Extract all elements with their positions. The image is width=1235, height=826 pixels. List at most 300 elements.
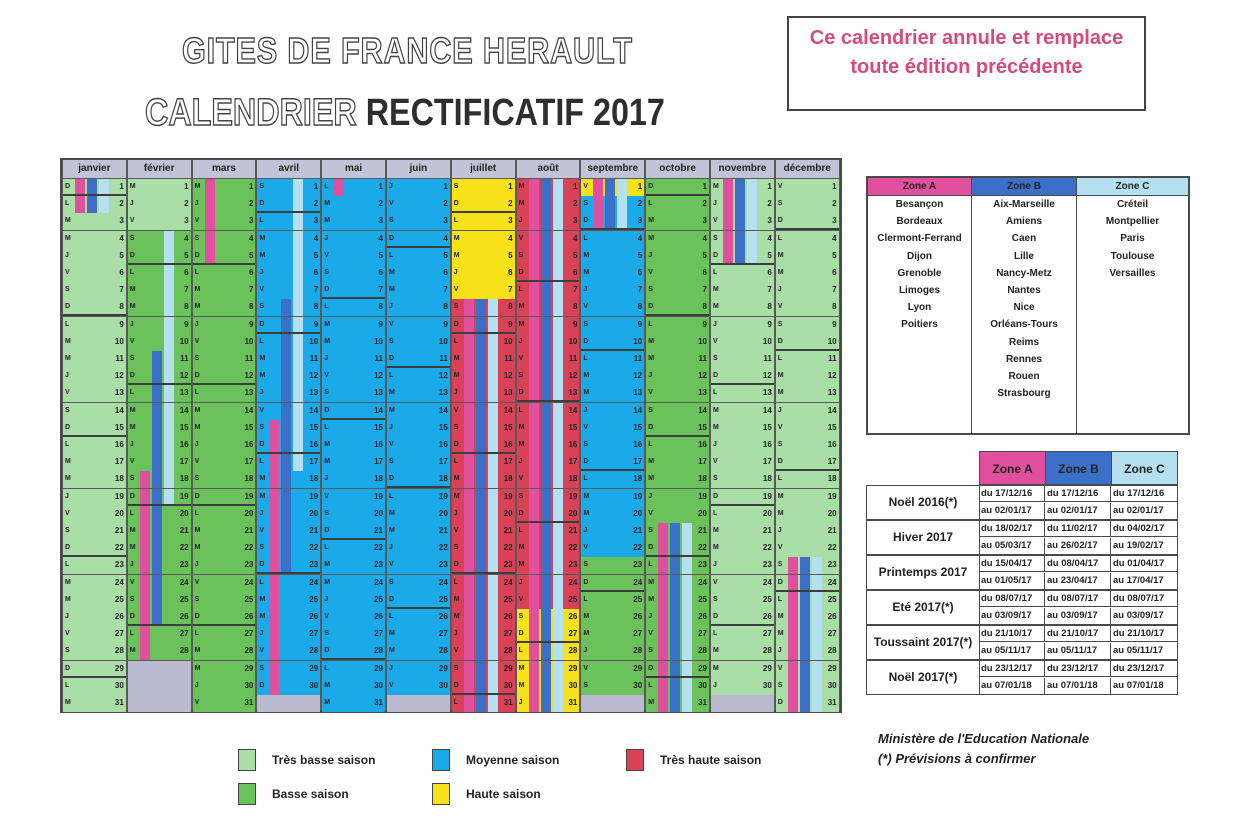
day-cell [646,420,709,437]
day-letter: L [194,630,199,638]
day-number: 3 [508,216,513,226]
day-cell [776,437,839,454]
day-cell [322,506,385,523]
subtitle-bold-text: RECTIFICATIF 2017 [365,92,665,134]
day-letter: L [65,561,70,569]
zone-a-stripe [464,489,474,506]
zone-c-stripe [553,299,563,316]
zone-b-stripe [670,540,680,557]
day-number: 18 [503,474,513,484]
day-cell [322,265,385,282]
day-cell [128,557,191,574]
day-number: 5 [248,250,254,260]
day-letter: S [259,664,265,672]
zone-c-stripe [553,678,563,695]
day-number: 5 [702,250,707,260]
zone-city: Amiens [1005,216,1043,228]
day-cell [517,385,580,402]
day-letter: L [777,234,783,242]
day-letter: L [518,286,523,294]
day-letter: S [713,595,718,603]
day-number: 9 [184,319,189,329]
day-letter: L [194,509,199,517]
day-cell [193,489,256,506]
zone-b-stripe [152,540,162,557]
zone-c-stripe [553,351,563,368]
zone-b-stripe [670,523,680,540]
day-cell [128,351,191,368]
day-letter: D [713,251,719,259]
day-cell [257,471,320,488]
day-number: 19 [179,491,189,501]
zone-b-stripe [541,231,551,248]
day-letter: J [129,441,134,448]
day-number: 12 [114,371,124,381]
day-cell [257,523,320,540]
holiday-date: du 21/10/17 [1045,626,1111,642]
day-number: 25 [698,594,707,604]
zone-a-stripe [788,609,798,626]
day-letter: M [194,527,201,534]
day-cell [322,368,385,385]
holiday-row [866,625,1178,660]
day-letter: M [453,613,460,620]
day-number: 26 [244,612,254,621]
day-letter: S [777,441,783,448]
day-cell [646,523,709,540]
zone-city: Orléans-Tours [990,319,1058,331]
day-number: 4 [508,233,513,243]
day-letter: M [777,492,784,500]
day-number: 6 [832,268,837,277]
day-number: 8 [637,302,643,312]
day-number: 20 [114,508,124,518]
day-cell [646,403,709,420]
holiday-date: du 21/10/17 [979,626,1045,642]
day-cell [452,213,515,230]
day-number: 29 [244,663,254,673]
day-letter: V [65,269,70,276]
zone-b-stripe [281,334,291,351]
day-letter: J [65,251,69,259]
day-number: 27 [827,629,837,639]
day-number: 7 [184,285,189,295]
day-cell [452,626,515,643]
day-cell [193,643,256,660]
day-number: 25 [762,594,772,604]
day-number: 24 [503,577,513,587]
day-number: 24 [438,577,448,587]
zone-c-stripe [747,213,757,230]
day-cell [387,385,450,402]
zone-a-stripe [529,248,539,265]
day-letter: M [65,475,71,483]
zone-a-stripe [529,592,539,609]
day-number: 16 [827,440,837,449]
day-number: 16 [633,440,643,449]
day-number: 28 [633,646,643,656]
day-letter: L [777,595,783,603]
holiday-date: au 03/09/17 [1045,608,1111,624]
day-letter: V [648,630,653,638]
day-number: 2 [702,199,707,209]
day-letter: S [518,372,524,380]
day-number: 23 [438,560,448,570]
day-number: 24 [309,577,319,587]
zone-b-stripe [281,523,291,540]
day-number: 11 [439,354,448,363]
day-number: 29 [633,663,643,673]
day-cell [193,248,256,265]
day-cell [517,368,580,385]
day-number: 4 [572,233,578,243]
zone-b-stripe [281,540,291,557]
holiday-date: au 02/01/17 [979,503,1045,519]
zone-b-stripe [541,575,551,592]
day-letter: D [194,492,200,500]
day-cell [517,196,580,213]
day-number: 24 [633,577,643,587]
day-number: 17 [114,457,124,467]
day-number: 19 [568,491,578,501]
day-number: 19 [827,491,837,501]
day-letter: M [713,406,719,414]
day-number: 16 [762,440,772,449]
zone-c-stripe [812,661,822,678]
day-cell [128,471,191,488]
day-number: 11 [504,354,513,363]
day-number: 2 [508,199,513,209]
zone-b-stripe [476,471,486,488]
day-cell [711,626,774,643]
day-letter: L [389,492,394,500]
day-letter: D [389,355,395,362]
day-letter: L [777,355,783,362]
holiday-date: du 08/07/17 [979,591,1045,607]
day-number: 9 [767,319,772,329]
day-number: 1 [767,182,772,191]
zone-a-stripe [593,213,603,230]
day-cell [517,678,580,695]
zone-c-stripe [682,661,692,678]
day-cell [257,231,320,248]
day-cell [387,282,450,299]
day-cell [322,213,385,230]
day-cell [517,420,580,437]
day-letter: L [713,509,718,517]
day-number: 23 [633,560,643,570]
zone-b-stripe [800,678,810,695]
holiday-date: au 19/02/17 [1113,539,1164,551]
day-letter: V [583,544,589,552]
day-cell [322,299,385,316]
day-number: 22 [179,543,189,553]
day-letter: V [583,423,589,431]
day-number: 25 [438,594,448,604]
zone-c-stripe [553,403,563,420]
day-number: 7 [378,285,383,295]
zone-b-stripe [541,695,551,712]
day-number: 27 [568,629,578,639]
day-cell [581,454,644,471]
day-letter: D [518,269,524,276]
zone-b-stripe [476,609,486,626]
day-cell [517,437,580,454]
zone-city: Dijon [907,250,932,262]
day-number: 29 [762,663,772,673]
day-number: 1 [119,182,124,191]
day-letter: M [194,544,201,552]
zone-city: Poitiers [901,319,938,331]
zone-city: Grenoble [897,267,942,279]
day-number: 19 [503,491,513,501]
day-letter: S [713,234,718,242]
zone-c-stripe [293,368,303,385]
day-number: 18 [179,474,189,484]
day-letter: D [259,320,265,328]
day-letter: V [777,423,783,431]
day-cell [63,368,126,385]
day-cell [193,265,256,282]
day-cell [581,213,644,230]
day-letter: M [777,269,784,276]
day-number: 31 [698,698,707,707]
day-letter: V [518,355,524,362]
day-letter: D [453,561,459,569]
day-letter: S [389,217,394,225]
day-number: 2 [119,199,124,209]
day-number: 6 [572,268,578,277]
day-number: 17 [698,457,707,467]
day-letter: M [518,544,525,552]
day-number: 16 [568,440,578,449]
zone-header: Zone A [868,178,971,196]
zone-a-stripe [269,626,279,643]
holiday-date: au 01/05/17 [979,573,1045,589]
day-letter: V [259,406,265,414]
zone-c-stripe [293,317,303,334]
day-number: 15 [244,422,254,432]
zone-c-stripe [553,420,563,437]
day-cell [63,523,126,540]
day-letter: D [259,441,265,448]
day-cell [257,506,320,523]
day-letter: D [194,372,200,380]
day-letter: M [583,251,590,259]
day-number: 23 [374,560,383,570]
zone-a-stripe [140,609,150,626]
day-cell [257,454,320,471]
day-number: 21 [374,526,383,535]
zone-c-stripe [553,179,563,196]
holiday-row [866,555,1178,590]
zone-a-stripe [658,557,668,574]
day-cell [776,282,839,299]
day-number: 28 [568,646,578,656]
day-cell [193,385,256,402]
zone-b-stripe [152,609,162,626]
day-letter: M [324,217,331,225]
zone-a-stripe [723,179,733,196]
day-number: 5 [572,250,578,260]
day-number: 3 [378,216,383,226]
day-number: 20 [698,508,707,518]
day-letter: J [518,578,523,586]
day-cell [128,592,191,609]
day-number: 27 [309,629,319,639]
day-letter: M [583,509,590,517]
day-number: 1 [184,182,189,191]
day-cell [322,661,385,678]
day-number: 19 [374,491,383,501]
zone-b-stripe [476,334,486,351]
day-cell [646,265,709,282]
holiday-zone-header: Zone A [979,451,1046,485]
day-number: 12 [438,371,448,381]
day-cell [776,506,839,523]
day-cell [193,471,256,488]
day-letter: M [194,423,201,431]
day-letter: S [194,234,200,242]
day-cell [517,609,580,626]
day-number: 6 [637,268,643,277]
day-cell [452,351,515,368]
day-letter: S [583,561,589,569]
day-number: 16 [309,440,319,449]
day-number: 3 [637,216,643,226]
day-cell [193,403,256,420]
day-letter: M [648,578,655,586]
day-number: 10 [114,336,124,346]
day-cell [517,454,580,471]
day-letter: V [389,200,394,208]
zone-b-stripe [541,420,551,437]
day-letter: V [777,303,783,311]
day-number: 7 [248,285,254,295]
day-number: 29 [309,663,319,673]
day-letter: M [65,337,71,345]
zone-c-stripe [164,368,174,385]
day-number: 15 [698,422,707,432]
zone-a-stripe [529,695,539,712]
day-cell [193,523,256,540]
day-letter: M [65,355,71,362]
zone-b-stripe [476,661,486,678]
zone-a-stripe [529,351,539,368]
day-letter: M [713,664,719,672]
month-header: décembre [776,160,839,178]
zone-c-stripe [293,196,303,213]
day-cell [257,557,320,574]
day-cell [646,695,709,712]
zone-c-stripe [488,592,498,609]
zone-b-stripe [281,454,291,471]
holiday-date: du 01/04/17 [1111,556,1177,572]
day-cell [776,643,839,660]
day-cell [322,592,385,609]
day-number: 13 [503,388,513,398]
day-letter: M [648,475,655,483]
day-letter: J [259,269,264,276]
day-cell [646,557,709,574]
zone-c-stripe [812,592,822,609]
zone-b-stripe [281,368,291,385]
day-cell [581,368,644,385]
zone-c-stripe [488,351,498,368]
day-cell [581,351,644,368]
day-cell [581,661,644,678]
zone-b-stripe [541,265,551,282]
zone-a-stripe [269,609,279,626]
day-cell [517,661,580,678]
day-cell [581,317,644,334]
day-letter: M [583,492,590,500]
day-number: 30 [114,680,124,690]
holiday-date: du 21/10/17 [1111,626,1177,642]
day-letter: L [194,269,199,276]
season-calendar [60,158,842,713]
day-letter: M [518,320,525,328]
day-number: 13 [244,388,254,398]
zone-c-stripe [293,179,303,196]
zone-c-stripe [293,454,303,471]
day-number: 17 [568,457,578,467]
day-cell [63,575,126,592]
day-number: 11 [309,354,319,363]
day-number: 12 [633,371,643,381]
zone-a-stripe [464,368,474,385]
day-number: 29 [438,663,448,673]
zone-c-stripe [488,471,498,488]
day-letter: S [713,355,718,362]
zone-city: Nice [1013,302,1035,314]
zone-c-stripe [488,506,498,523]
day-letter: L [583,475,588,483]
holiday-date: du 23/12/17 [1045,661,1111,677]
zone-b-stripe [476,385,486,402]
day-letter: D [453,200,459,208]
zone-a-stripe [529,420,539,437]
day-cell [776,299,839,316]
zone-b-stripe [152,523,162,540]
zone-c-stripe [164,299,174,316]
day-cell [257,265,320,282]
day-number: 26 [698,612,707,621]
zone-city: Créteil [1116,199,1149,210]
day-letter: S [65,406,70,414]
day-cell [581,540,644,557]
day-number: 21 [827,526,837,535]
day-cell [581,231,644,248]
zone-a-stripe [464,506,474,523]
day-letter: M [518,183,525,190]
zone-a-stripe [529,626,539,643]
day-cell [322,385,385,402]
day-letter: M [518,423,525,431]
empty-days [581,695,644,712]
day-number: 8 [184,302,189,312]
day-letter: V [648,269,653,276]
holiday-name: Noël 2017(*) [867,661,980,694]
day-number: 22 [762,543,772,553]
day-cell [387,506,450,523]
day-cell [646,351,709,368]
source-note [878,729,1089,769]
legend-item [432,783,622,805]
zone-b-stripe [541,609,551,626]
day-number: 2 [572,199,578,209]
day-number: 5 [508,250,513,260]
